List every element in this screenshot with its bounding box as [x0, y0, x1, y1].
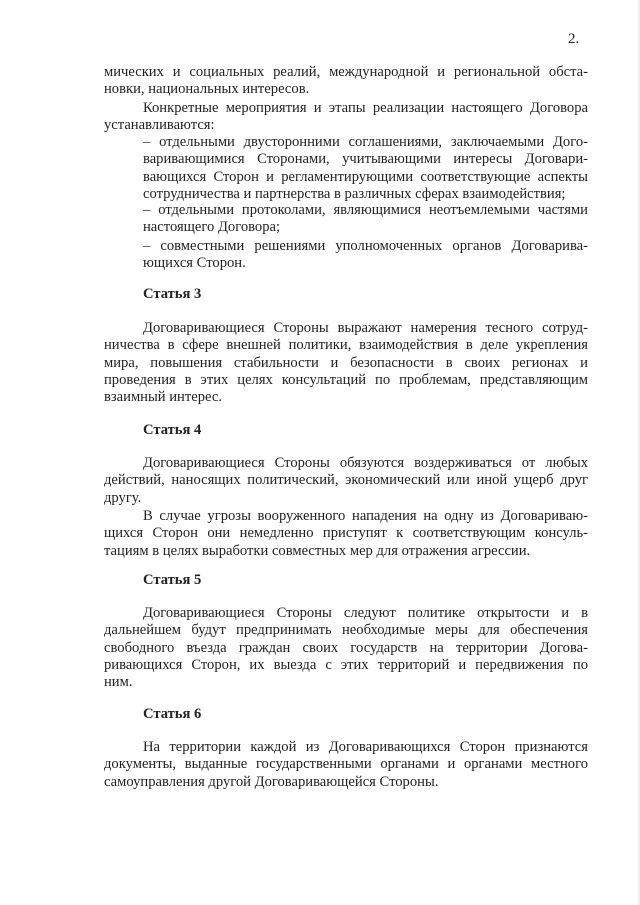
article-heading: Статья 6 — [143, 706, 202, 722]
list-item-line: – совместными решениями уполномоченных органов Договарива- — [143, 238, 588, 254]
list-item-line: сотрудничества и партнерства в различных сферах взаимодействия; — [143, 185, 566, 202]
list-item-line: вающихся Сторон и регламентирующими соответствующие аспекты — [143, 168, 588, 185]
paragraph-line: устанавливаются: — [104, 117, 215, 134]
paragraph-line: тациям в целях выработки совместных мер для отражения агрессии. — [104, 542, 531, 559]
list-item-line: – отдельными протоколами, являющимися неотъемлемыми частями — [143, 202, 588, 218]
paragraph-line: Договаривающиеся Стороны обязуются воздерживаться от любых — [143, 455, 588, 471]
page-number: 2. — [568, 31, 580, 47]
list-item-line: ющихся Сторон. — [143, 255, 246, 272]
list-item-line: – отдельными двусторонними соглашениями, заключаемыми Дого- — [143, 134, 588, 150]
paragraph-line: В случае угрозы вооруженного нападения на одну из Договариваю- — [143, 508, 588, 524]
paragraph-line: На территории каждой из Договаривающихся Сторон признаются — [143, 739, 588, 755]
paragraph-line: ничества в сфере внешней политики, взаимодействия в деле укрепления — [104, 337, 588, 354]
paragraph-line: Конкретные мероприятия и этапы реализации настоящего Договора — [143, 100, 588, 116]
paragraph-line: Договаривающиеся Стороны следуют политике открытости и в — [143, 605, 588, 621]
paragraph-line: ривающихся Сторон, их выезда с этих территорий и передвижения по — [104, 656, 588, 673]
article-heading: Статья 3 — [143, 286, 202, 302]
list-item-line: варивающимися Сторонами, учитывающими интересы Договари- — [143, 151, 588, 168]
paragraph-line: документы, выданные государственными органами и органами местного — [104, 756, 588, 773]
paragraph-line: действий, наносящих политический, экономический или иной ущерб друг — [104, 472, 588, 489]
paragraph-line: взаимный интерес. — [104, 389, 222, 406]
paragraph-line: Договаривающиеся Стороны выражают намерения тесного сотруд- — [143, 320, 588, 336]
article-heading: Статья 5 — [143, 572, 202, 588]
paragraph-line: мических и социальных реалий, международной и региональной обста- — [104, 64, 588, 80]
paragraph-line: дальнейшем будут предпринимать необходимые меры для обеспечения — [104, 622, 588, 639]
article-heading: Статья 4 — [143, 422, 202, 438]
paragraph-line: проведения в этих целях консультаций по проблемам, представляющим — [104, 371, 588, 388]
paragraph-line: свободного въезда граждан своих государств на территории Догова- — [104, 639, 588, 656]
paragraph-line: другу. — [104, 489, 142, 506]
paragraph-line: новки, национальных интересов. — [104, 81, 310, 98]
paragraph-line: щихся Сторон они немедленно приступят к соответствующим консуль- — [104, 525, 588, 542]
paragraph-line: мира, повышения стабильности и безопасности в своих регионах и — [104, 354, 588, 371]
paragraph-line: ним. — [104, 674, 133, 691]
paragraph-line: самоуправления другой Договаривающейся Стороны. — [104, 773, 439, 790]
list-item-line: настоящего Договора; — [143, 219, 281, 236]
